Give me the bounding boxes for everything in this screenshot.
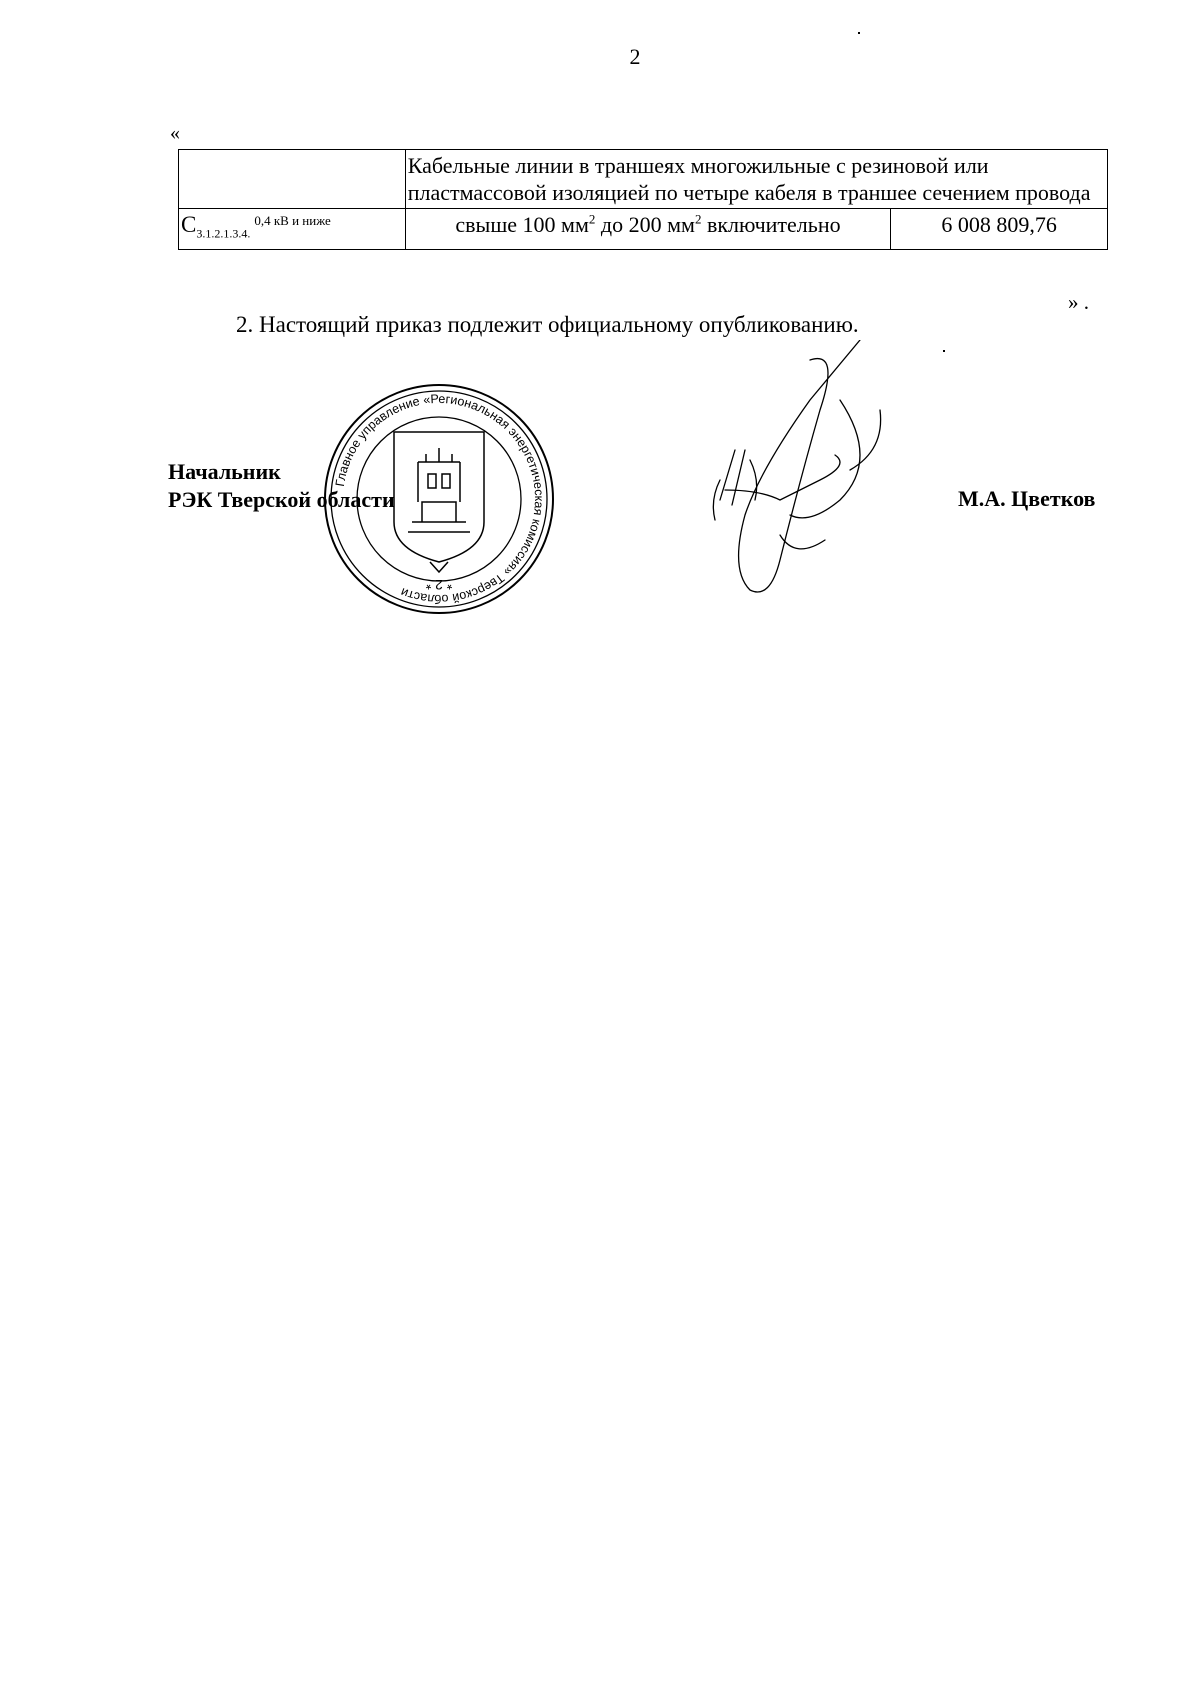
- value-cell: 6 008 809,76: [891, 209, 1108, 250]
- closing-quote: » .: [1068, 290, 1089, 314]
- range-text-3: включительно: [701, 212, 841, 237]
- coat-of-arms-icon: [394, 432, 484, 572]
- range-superscript-1: 2: [588, 211, 596, 227]
- table-row: [179, 209, 1108, 250]
- range-superscript-2: 2: [694, 211, 702, 227]
- clause-2: 2. Настоящий приказ подлежит официальному опубликованию.: [236, 312, 859, 337]
- code-cell: [179, 209, 406, 250]
- range-text-2: до 200 мм: [595, 212, 695, 237]
- header-empty-cell: [179, 150, 406, 209]
- signatory-title-line-1: Начальник: [168, 459, 281, 484]
- tariff-table: [178, 149, 1108, 250]
- signatory-name: М.А. Цветков: [958, 486, 1096, 511]
- range-cell: [405, 209, 891, 250]
- stamp-number: * 2 *: [425, 577, 453, 593]
- voltage-label: 0,4 кВ и ниже: [254, 213, 331, 228]
- opening-quote: «: [170, 122, 180, 144]
- signature: [690, 340, 940, 610]
- scan-dot: [943, 350, 945, 352]
- table-header-row: [179, 150, 1108, 209]
- signatory-title: [168, 458, 395, 514]
- header-description-cell: Кабельные линии в траншеях многожильные с резиновой или пластмассовой изоляцией по четыре кабеля в траншее сечением провода: [405, 150, 1107, 209]
- signatory-title-line-2: РЭК Тверской области: [168, 487, 395, 512]
- stamp-outer-text: Главное управление «Региональная энергетическая комиссия» Тверской области: [332, 391, 547, 607]
- code-subscript: 3.1.2.1.3.4.: [196, 226, 251, 241]
- page-number: 2: [629, 44, 641, 69]
- code-main: С: [181, 212, 197, 237]
- range-text-1: свыше 100 мм: [455, 212, 589, 237]
- scan-dot: [858, 32, 860, 34]
